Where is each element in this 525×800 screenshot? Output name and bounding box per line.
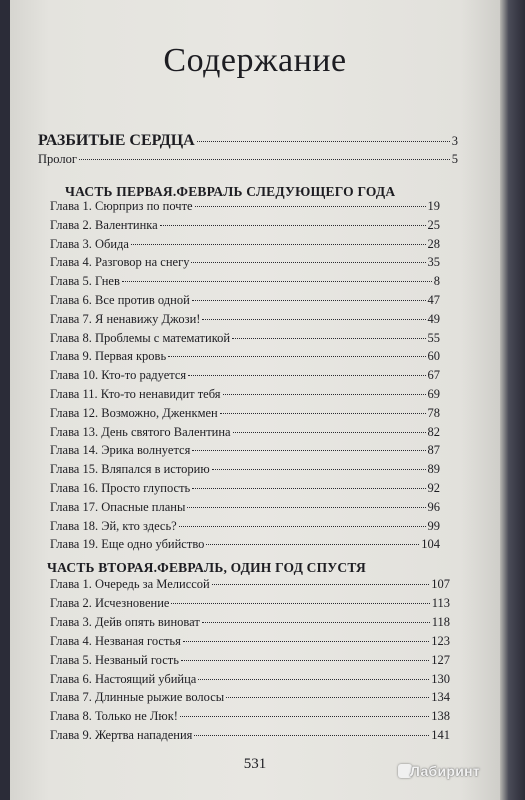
toc-entry-label: Глава 2. Исчезновение bbox=[50, 595, 170, 610]
toc-entry-label: Глава 10. Кто-то радуется bbox=[50, 368, 187, 383]
toc-entry-label: Глава 14. Эрика волнуется bbox=[50, 443, 191, 458]
toc-chapter-entry bbox=[50, 537, 440, 552]
toc-leader bbox=[202, 319, 425, 320]
toc-page-number: 107 bbox=[431, 577, 450, 591]
toc-leader bbox=[179, 526, 426, 527]
toc-entry-label: Глава 9. Жертва нападения bbox=[50, 728, 193, 743]
toc-page-number: 104 bbox=[421, 537, 440, 552]
toc-chapter-entry bbox=[50, 237, 440, 252]
toc-entry-label: Глава 5. Гнев bbox=[50, 274, 120, 289]
toc-entry-label: Глава 5. Незваный гость bbox=[50, 652, 179, 667]
toc-page-number: 113 bbox=[431, 595, 450, 610]
toc-leader bbox=[131, 244, 426, 245]
toc-chapter-entry bbox=[50, 274, 440, 289]
toc-leader bbox=[192, 300, 426, 301]
toc-chapter-entry bbox=[50, 462, 440, 477]
toc-page-number: 49 bbox=[427, 311, 440, 326]
toc-chapter-entry bbox=[50, 199, 440, 214]
toc-chapter-entry bbox=[50, 255, 440, 270]
toc-leader bbox=[202, 622, 430, 623]
toc-entry-label: Глава 15. Вляпался в историю bbox=[50, 462, 210, 477]
toc-leader bbox=[212, 469, 426, 470]
toc-leader bbox=[233, 432, 426, 433]
toc-page-number: 99 bbox=[427, 518, 440, 533]
toc-entry-label: Глава 17. Опасные планы bbox=[50, 499, 186, 514]
toc-entry-label: Глава 13. День святого Валентина bbox=[50, 424, 231, 439]
toc-page-number: 28 bbox=[427, 236, 440, 251]
toc-page-number: 25 bbox=[427, 217, 440, 232]
toc-leader bbox=[160, 225, 426, 226]
toc-chapter-entry bbox=[50, 615, 450, 630]
toc-page-number: 118 bbox=[431, 614, 450, 629]
page-number: 531 bbox=[243, 756, 267, 772]
toc-chapter-entry bbox=[50, 425, 440, 440]
toc-leader bbox=[195, 206, 426, 207]
toc-chapter-entry bbox=[50, 634, 450, 649]
toc-page-number: 5 bbox=[451, 152, 458, 166]
toc-page-number: 78 bbox=[427, 405, 440, 420]
toc-leader bbox=[122, 281, 432, 282]
toc-chapter-entry bbox=[50, 500, 440, 515]
toc-page-number: 19 bbox=[427, 199, 440, 213]
toc-entry-label: Глава 8. Только не Люк! bbox=[50, 709, 178, 724]
toc-page-number: 55 bbox=[427, 330, 440, 345]
toc-leader bbox=[191, 262, 425, 263]
toc-page-number: 67 bbox=[427, 368, 440, 383]
toc-chapter-entry bbox=[50, 690, 450, 705]
toc-page-number: 141 bbox=[431, 728, 450, 743]
toc-section-label: РАЗБИТЫЕ СЕРДЦА bbox=[38, 132, 195, 149]
toc-entry-label: Пролог bbox=[38, 152, 77, 166]
toc-chapter-entry bbox=[50, 709, 450, 724]
toc-leader bbox=[188, 375, 425, 376]
toc-page-number: 69 bbox=[427, 387, 440, 401]
toc-entry-label: Глава 1. Сюрприз по почте bbox=[50, 199, 193, 213]
toc-leader bbox=[183, 641, 429, 642]
toc-entry-label: Глава 9. Первая кровь bbox=[50, 349, 167, 364]
toc-page-number: 35 bbox=[427, 255, 440, 270]
toc-leader bbox=[180, 716, 429, 717]
toc-prologue bbox=[38, 152, 458, 167]
toc-chapter-entry bbox=[50, 481, 440, 496]
toc-chapter-entry bbox=[50, 349, 440, 364]
toc-page-number: 3 bbox=[451, 134, 458, 148]
toc-chapter-entry bbox=[50, 293, 440, 308]
book-spine bbox=[500, 0, 525, 800]
toc-page-number: 47 bbox=[427, 293, 440, 307]
toc-chapter-entry bbox=[50, 218, 440, 233]
toc-leader bbox=[198, 679, 429, 680]
toc-entry-label: Глава 1. Очередь за Мелиссой bbox=[50, 577, 210, 591]
toc-chapter-entry bbox=[50, 519, 440, 534]
toc-page-number: 123 bbox=[431, 633, 450, 648]
toc-entry-label: Глава 3. Обида bbox=[50, 236, 129, 251]
toc-leader bbox=[226, 697, 429, 698]
toc-entry-label: Глава 18. Эй, кто здесь? bbox=[50, 518, 177, 533]
toc-chapter-entry bbox=[50, 406, 440, 421]
toc-chapter-entry bbox=[50, 672, 450, 687]
toc-chapter-entry bbox=[50, 387, 440, 402]
toc-chapter-entry bbox=[50, 312, 440, 327]
page-title: Содержание bbox=[163, 42, 347, 79]
labirint-watermark: Лабиринт bbox=[410, 763, 481, 779]
toc-leader bbox=[79, 159, 450, 160]
toc-leader bbox=[192, 488, 425, 489]
toc-entry-label: Глава 12. Возможно, Дженкмен bbox=[50, 405, 218, 420]
toc-entry-label: Глава 2. Валентинка bbox=[50, 217, 158, 232]
toc-page-number: 138 bbox=[431, 709, 450, 724]
toc-page-number: 96 bbox=[427, 499, 440, 514]
toc-page-number: 60 bbox=[427, 349, 440, 364]
toc-entry-label: Глава 3. Дейв опять виноват bbox=[50, 614, 200, 629]
toc-leader bbox=[194, 735, 429, 736]
toc-leader bbox=[223, 394, 426, 395]
toc-entry-label: Глава 7. Я ненавижу Джози! bbox=[50, 311, 201, 326]
toc-page-number: 127 bbox=[431, 652, 450, 667]
toc-chapter-entry bbox=[50, 331, 440, 346]
toc-leader bbox=[187, 507, 425, 508]
toc-entry-label: Глава 6. Настоящий убийца bbox=[50, 671, 197, 686]
toc-leader bbox=[168, 356, 425, 357]
part1-title: ЧАСТЬ ПЕРВАЯ.ФЕВРАЛЬ СЛЕДУЮЩЕГО ГОДА bbox=[65, 184, 396, 199]
toc-page-number: 87 bbox=[427, 443, 440, 458]
toc-section-broken-hearts bbox=[38, 132, 458, 150]
toc-leader bbox=[171, 603, 429, 604]
book-page bbox=[10, 0, 500, 800]
toc-leader bbox=[212, 584, 430, 585]
toc-chapter-entry bbox=[50, 577, 450, 592]
toc-page-number: 130 bbox=[431, 671, 450, 686]
toc-entry-label: Глава 7. Длинные рыжие волосы bbox=[50, 690, 225, 705]
toc-chapter-entry bbox=[50, 443, 440, 458]
toc-chapter-entry bbox=[50, 728, 450, 743]
toc-leader bbox=[206, 544, 419, 545]
toc-page-number: 8 bbox=[433, 274, 440, 289]
toc-chapter-entry bbox=[50, 653, 450, 668]
toc-entry-label: Глава 4. Незваная гостья bbox=[50, 633, 181, 648]
toc-entry-label: Глава 8. Проблемы с математикой bbox=[50, 330, 231, 345]
toc-leader bbox=[181, 660, 429, 661]
toc-entry-label: Глава 11. Кто-то ненавидит тебя bbox=[50, 387, 221, 401]
toc-page-number: 92 bbox=[427, 481, 440, 495]
toc-chapter-entry bbox=[50, 368, 440, 383]
toc-leader bbox=[197, 141, 450, 142]
toc-entry-label: Глава 19. Еще одно убийство bbox=[50, 537, 205, 552]
toc-entry-label: Глава 4. Разговор на снегу bbox=[50, 255, 190, 270]
toc-chapter-entry bbox=[50, 596, 450, 611]
toc-page-number: 134 bbox=[431, 690, 450, 705]
toc-leader bbox=[220, 413, 426, 414]
toc-leader bbox=[232, 338, 425, 339]
part2-title: ЧАСТЬ ВТОРАЯ.ФЕВРАЛЬ, ОДИН ГОД СПУСТЯ bbox=[47, 560, 366, 575]
toc-entry-label: Глава 6. Все против одной bbox=[50, 293, 190, 307]
toc-leader bbox=[192, 450, 425, 451]
toc-entry-label: Глава 16. Просто глупость bbox=[50, 481, 191, 495]
toc-page-number: 82 bbox=[427, 424, 440, 439]
toc-page-number: 89 bbox=[427, 462, 440, 477]
